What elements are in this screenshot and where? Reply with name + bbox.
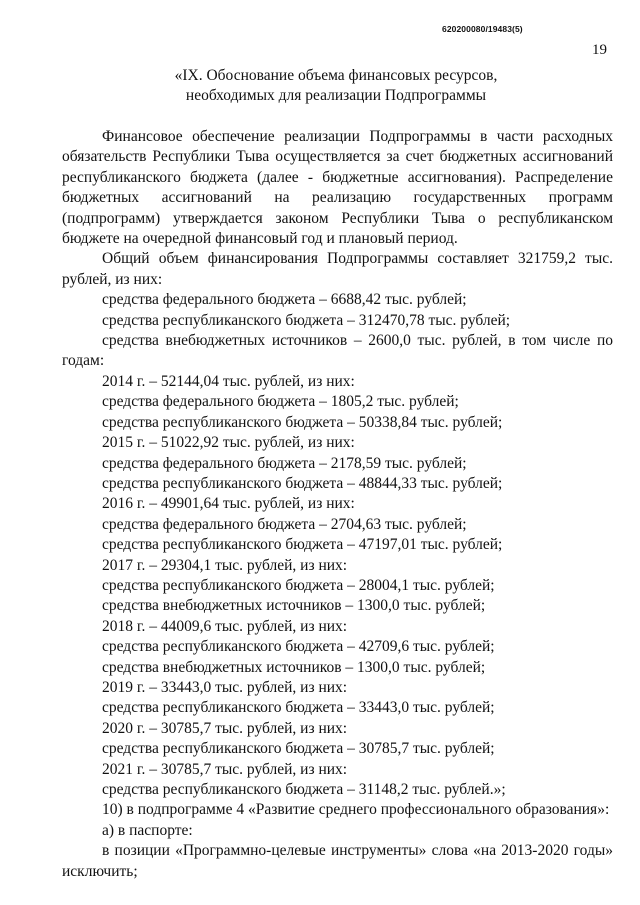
breakdown-line: 2020 г. – 30785,7 тыс. рублей, из них: [102,719,348,737]
breakdown-line: 2021 г. – 30785,7 тыс. рублей, из них: [102,760,348,778]
breakdown-line: средства республиканского бюджета – 47197,01 тыс. рублей; [102,536,503,554]
line-republic-budget: средства республиканского бюджета – 312470,78 тыс. рублей; [102,311,511,329]
breakdown-line: средства федерального бюджета – 2704,63 тыс. рублей; [102,515,467,533]
yearly-breakdown [62,372,613,841]
breakdown-line: 10) в подпрограмме 4 «Развитие среднего профессионального образования»: [102,801,610,819]
breakdown-line: средства федерального бюджета – 1805,2 тыс. рублей; [102,393,459,411]
paragraph-instruments: в позиции «Программно-целевые инструменты» слова «на 2013-2020 годы» исключить; [62,842,613,880]
document-body [62,127,613,882]
breakdown-line: 2016 г. – 49901,64 тыс. рублей, из них: [102,495,355,513]
breakdown-line: 2015 г. – 51022,92 тыс. рублей, из них: [102,434,355,452]
page-number: 19 [592,42,607,58]
line-federal-budget: средства федерального бюджета – 6688,42 тыс. рублей; [102,291,467,309]
document-id: 620200080/19483(5) [442,24,523,34]
breakdown-line: 2014 г. – 52144,04 тыс. рублей, из них: [102,372,355,390]
breakdown-line: средства республиканского бюджета – 50338,84 тыс. рублей; [102,413,503,431]
breakdown-line: средства республиканского бюджета – 30785,7 тыс. рублей; [102,740,495,758]
breakdown-line: 2018 г. – 44009,6 тыс. рублей, из них: [102,617,348,635]
paragraph-financing: Финансовое обеспечение реализации Подпрограммы в части расходных обязательств Республики Тыва осуществляется за счет бюджетных ассигнований республиканского бюджета (далее - бюджетные ассигнования). Распределение бюджетных ассигнований на реализацию государственных программ (подпрограмм) утверждается законом Республики Тыва о республиканском бюджете на очередной финансовый год и плановый период. [62,128,613,248]
section-title-line-2: необходимых для реализации Подпрограммы [185,87,487,104]
breakdown-line: средства республиканского бюджета – 28004,1 тыс. рублей; [102,576,495,594]
paragraph-total-volume: Общий объем финансирования Подпрограммы составляет 321759,2 тыс. рублей, из них: [62,250,613,288]
breakdown-line: средства республиканского бюджета – 31148,2 тыс. рублей.»; [102,781,506,798]
breakdown-line: средства внебюджетных источников – 1300,0 тыс. рублей; [102,658,486,676]
breakdown-line: средства республиканского бюджета – 33443,0 тыс. рублей; [102,699,495,717]
breakdown-line: 2019 г. – 33443,0 тыс. рублей, из них: [102,678,348,696]
breakdown-line: средства республиканского бюджета – 42709,6 тыс. рублей; [102,638,495,656]
paragraph-extrabudgetary: средства внебюджетных источников – 2600,0 тыс. рублей, в том числе по годам: [62,332,613,370]
breakdown-line: средства республиканского бюджета – 48844,33 тыс. рублей; [102,474,503,492]
section-title [96,66,576,106]
section-title-line-1: «IX. Обоснование объема финансовых ресурсов, [174,67,498,84]
breakdown-line: средства федерального бюджета – 2178,59 тыс. рублей; [102,454,467,472]
breakdown-line: а) в паспорте: [102,821,193,839]
breakdown-line: средства внебюджетных источников – 1300,0 тыс. рублей; [102,597,486,615]
breakdown-line: 2017 г. – 29304,1 тыс. рублей, из них: [102,556,348,574]
